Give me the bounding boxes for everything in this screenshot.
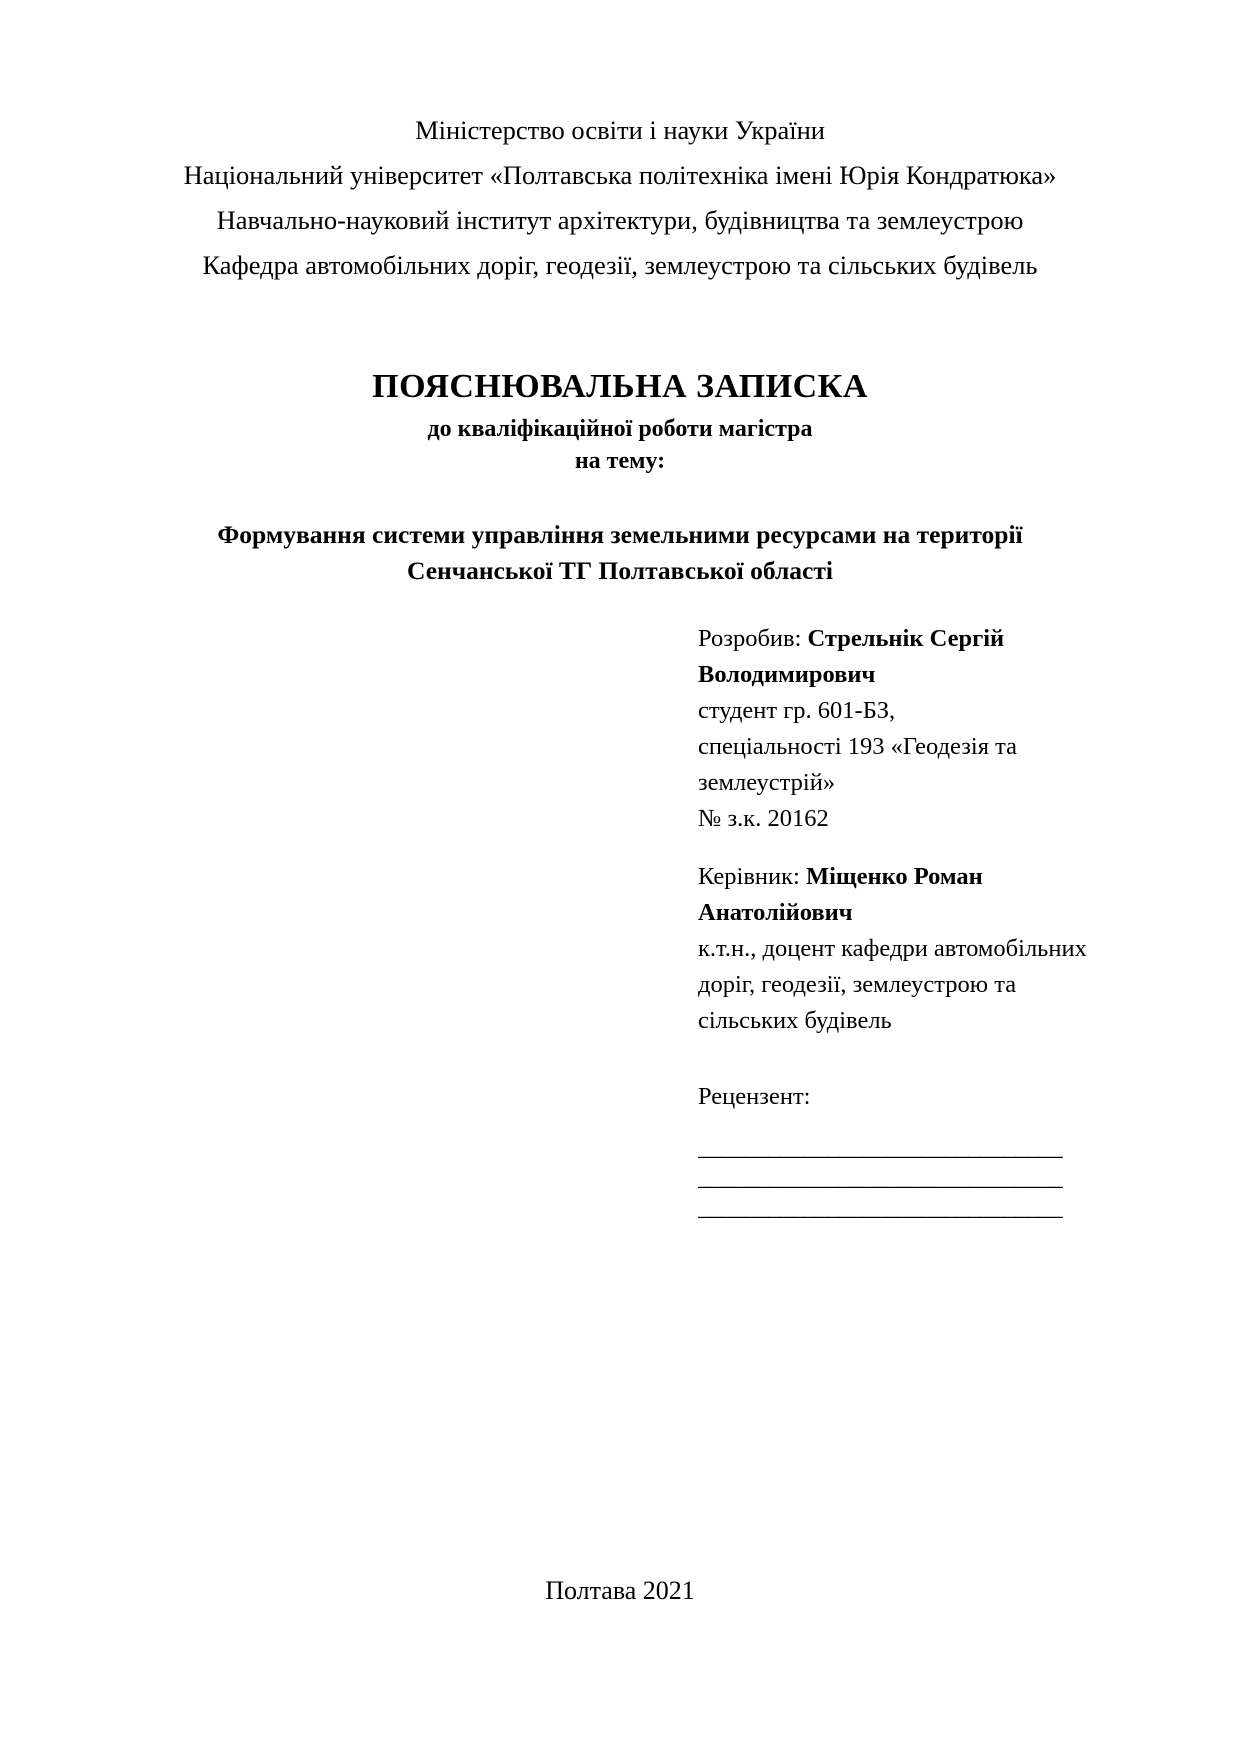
reviewer-rule-line-2: _______________________________ — [698, 1164, 1063, 1191]
place-year-footer: Полтава 2021 — [545, 1576, 695, 1605]
institution-header — [120, 108, 1120, 288]
document-title-block — [120, 366, 1120, 477]
document-subtitle: до кваліфікаційної роботи магістра — [427, 416, 813, 442]
institute-line: Навчально-науковий інститут архітектури, будівництва та землеустрою — [216, 205, 1024, 235]
reviewer-rule-line-1: _______________________________ — [698, 1134, 1063, 1161]
author-name-line2: Володимирович — [698, 661, 876, 688]
supervisor-position-line1: к.т.н., доцент кафедри автомобільних — [698, 935, 1087, 962]
author-name-line2-row — [698, 657, 1138, 693]
supervisor-name-line2-row — [698, 895, 1138, 931]
reviewer-rule-line-3: _______________________________ — [698, 1194, 1063, 1221]
author-speciality-line1: спеціальності 193 «Геодезія та — [698, 733, 1017, 760]
supervisor-name-line2: Анатолійович — [698, 899, 853, 926]
supervisor-role-name — [698, 859, 1138, 895]
author-role-name — [698, 621, 1138, 657]
reviewer-label: Рецензент: — [698, 1083, 811, 1110]
supervisor-role-label: Керівник: — [698, 863, 800, 890]
reviewer-signature-rules — [698, 1133, 1138, 1223]
author-speciality-line2: землеустрій» — [698, 769, 836, 796]
spacer-supervisor-reviewer — [698, 1039, 1138, 1079]
thesis-topic: Формування системи управління земельними ресурсами на території Сенчанської ТГ Полтавської області — [217, 520, 1023, 585]
ministry-line: Міністерство освіти і науки України — [415, 115, 825, 145]
author-role-label: Розробив: — [698, 625, 802, 652]
supervisor-position-line2: доріг, геодезії, землеустрою та — [698, 971, 1017, 998]
page-title: ПОЯСНЮВАЛЬНА ЗАПИСКА — [372, 368, 868, 405]
author-group: студент гр. 601-БЗ, — [698, 697, 896, 724]
supervisor-position-line3: сільських будівель — [698, 1007, 892, 1034]
document-subtitle-topic-label: на тему: — [574, 448, 666, 474]
supervisor-name-line1: Міщенко Роман — [805, 863, 983, 890]
credits-block — [698, 621, 1138, 1223]
spacer-author-supervisor — [698, 837, 1138, 859]
author-record-book: № з.к. 20162 — [698, 805, 829, 832]
author-name-line1: Стрельнік Сергій — [807, 625, 1005, 652]
university-line: Національний університет «Полтавська політехніка імені Юрія Кондратюка» — [183, 160, 1057, 190]
department-line: Кафедра автомобільних доріг, геодезії, землеустрою та сільських будівель — [202, 250, 1038, 280]
